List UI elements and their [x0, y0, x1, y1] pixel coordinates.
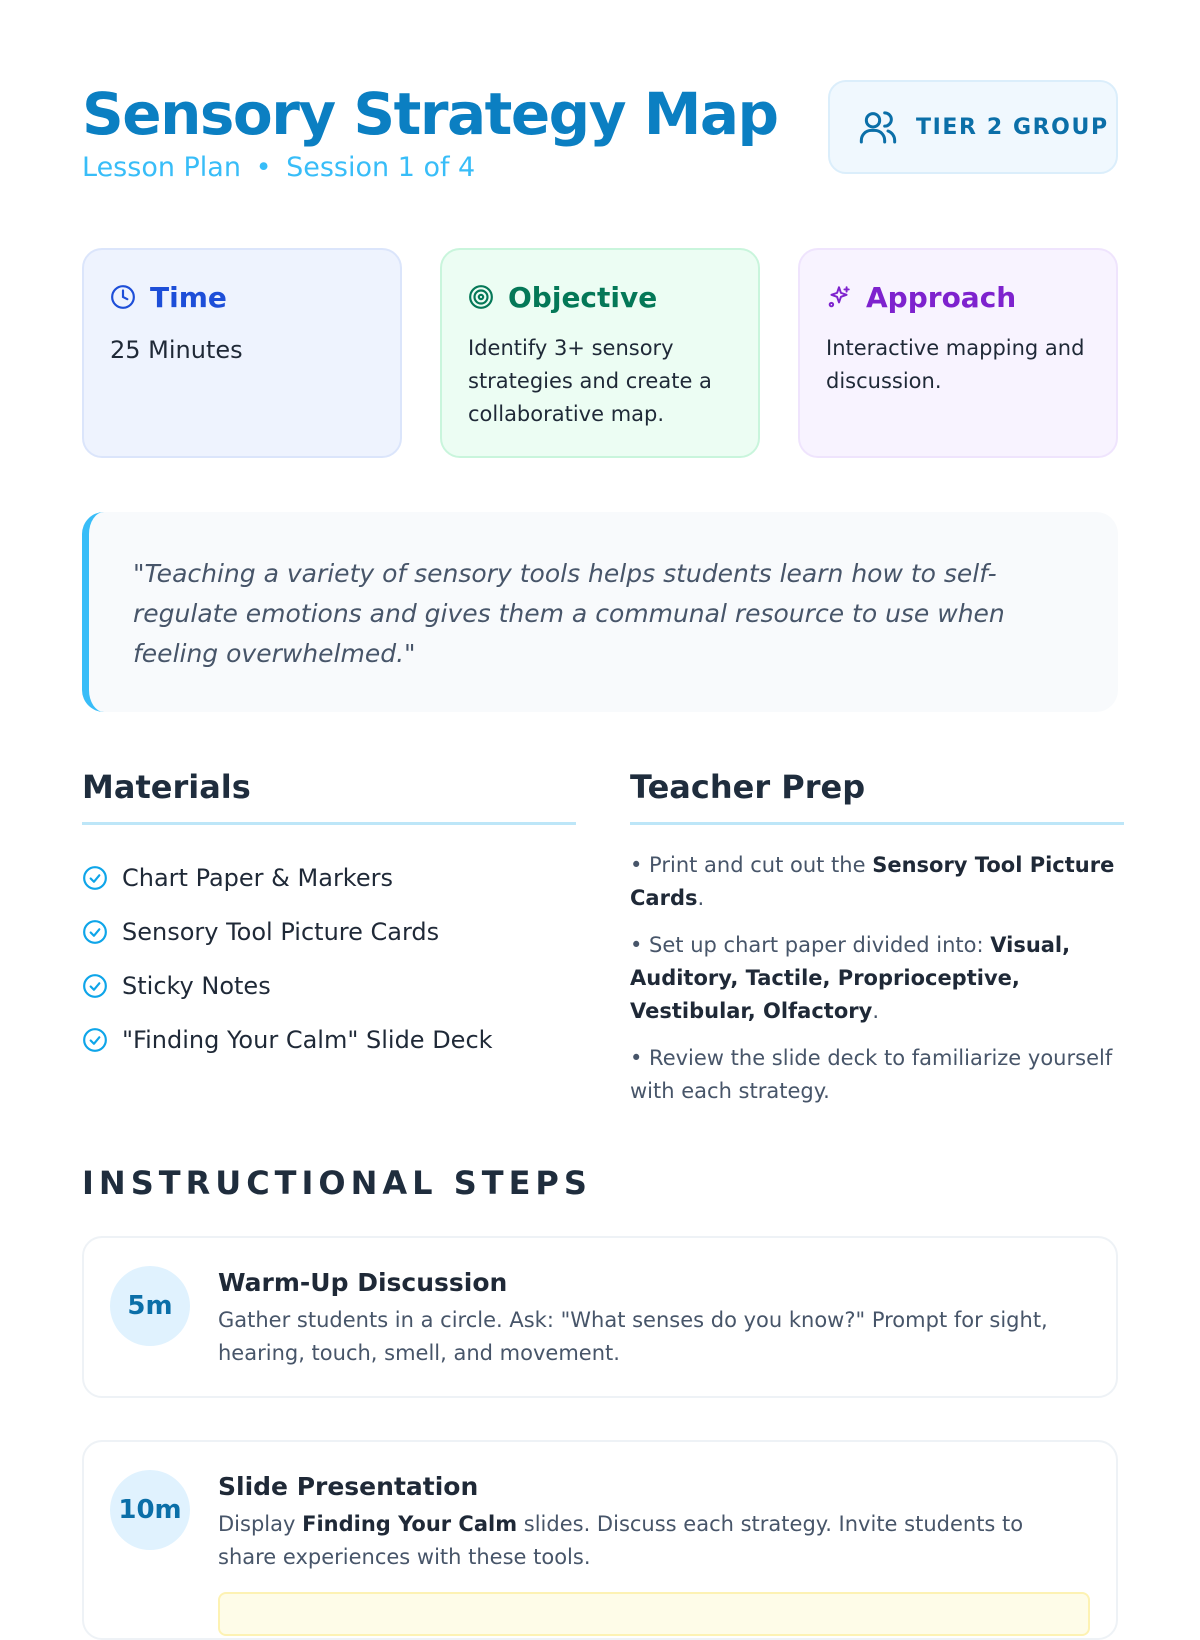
sparkles-icon: [826, 284, 852, 310]
time-card-header: [110, 280, 374, 314]
step-text-end: slides. Discuss each strategy. Invite students to share experiences with these tools.: [218, 1512, 1024, 1569]
list-item: [630, 929, 1124, 1028]
check-circle-icon: [82, 973, 108, 999]
step-title: Slide Presentation: [218, 1472, 479, 1501]
step-text: Display: [218, 1512, 303, 1536]
prep-emphasis: Visual, Auditory, Tactile, Proprioceptive, Vestibular, Olfactory: [630, 933, 1071, 1023]
material-label: Chart Paper & Markers: [122, 864, 393, 892]
step-duration-badge: 10m: [110, 1470, 190, 1550]
prep-text: • Print and cut out the: [630, 853, 873, 877]
quote-text: "Teaching a variety of sensory tools helps students learn how to self-regulate emotions and gives them a communal resource to use when feeling overwhelmed.": [133, 559, 1005, 668]
approach-card-header: [826, 280, 1090, 314]
step-content: [218, 1266, 1076, 1370]
tier-badge-label: TIER 2 GROUP: [916, 114, 1109, 140]
approach-card-text: Interactive mapping and discussion.: [826, 336, 1085, 393]
list-item: [82, 905, 576, 959]
step-card: [82, 1440, 1118, 1640]
page-header: [82, 78, 1118, 188]
materials-section: [82, 762, 576, 1067]
list-item: [82, 1013, 576, 1067]
subtitle-separator: •: [255, 152, 272, 183]
list-item: [630, 849, 1124, 915]
objective-card-text: Identify 3+ sensory strategies and create a collaborative map.: [468, 336, 712, 426]
step-description: [218, 1508, 1076, 1574]
rationale-quote: [82, 512, 1118, 712]
material-label: "Finding Your Calm" Slide Deck: [122, 1026, 493, 1054]
teacher-prep-heading: Teacher Prep: [630, 762, 1124, 825]
materials-heading: Materials: [82, 762, 576, 825]
prep-text: • Set up chart paper divided into:: [630, 933, 991, 957]
time-card: [82, 248, 402, 458]
step-content: [218, 1470, 1076, 1574]
prep-text-end: .: [697, 886, 705, 910]
page-title: Sensory Strategy Map: [82, 80, 778, 148]
prep-text-end: .: [872, 999, 879, 1023]
check-circle-icon: [82, 919, 108, 945]
check-circle-icon: [82, 1027, 108, 1053]
step-description: Gather students in a circle. Ask: "What senses do you know?" Prompt for sight, hearing, touch, smell, and movement.: [218, 1308, 1048, 1365]
objective-card-title: Objective: [508, 280, 658, 314]
step-duration-badge: 5m: [110, 1266, 190, 1346]
step-note-callout: [218, 1592, 1090, 1636]
list-item: [82, 851, 576, 905]
time-card-value: 25 Minutes: [110, 336, 243, 364]
approach-card-title: Approach: [866, 280, 1017, 314]
subtitle-lesson-plan: Lesson Plan: [82, 152, 241, 183]
users-icon: [858, 107, 898, 147]
teacher-prep-list: [630, 849, 1124, 1108]
material-label: Sensory Tool Picture Cards: [122, 918, 440, 946]
material-label: Sticky Notes: [122, 972, 271, 1000]
teacher-prep-section: [630, 762, 1124, 1122]
step-emphasis: Finding Your Calm: [302, 1512, 518, 1536]
objective-card-header: [468, 280, 732, 314]
tier-badge: [828, 80, 1118, 174]
prep-emphasis: Sensory Tool Picture Cards: [630, 853, 1115, 910]
step-title: Warm-Up Discussion: [218, 1268, 508, 1297]
info-cards: [82, 248, 1118, 458]
list-item: [82, 959, 576, 1013]
check-circle-icon: [82, 865, 108, 891]
objective-card: [440, 248, 760, 458]
steps-heading: INSTRUCTIONAL STEPS: [82, 1164, 592, 1202]
clock-icon: [110, 284, 136, 310]
prep-text: • Review the slide deck to familiarize yourself with each strategy.: [630, 1046, 1113, 1103]
time-card-title: Time: [150, 280, 227, 314]
target-icon: [468, 284, 494, 310]
step-card: [82, 1236, 1118, 1398]
list-item: [630, 1042, 1124, 1108]
materials-list: [82, 851, 576, 1067]
subtitle-session: Session 1 of 4: [286, 152, 476, 183]
approach-card: [798, 248, 1118, 458]
